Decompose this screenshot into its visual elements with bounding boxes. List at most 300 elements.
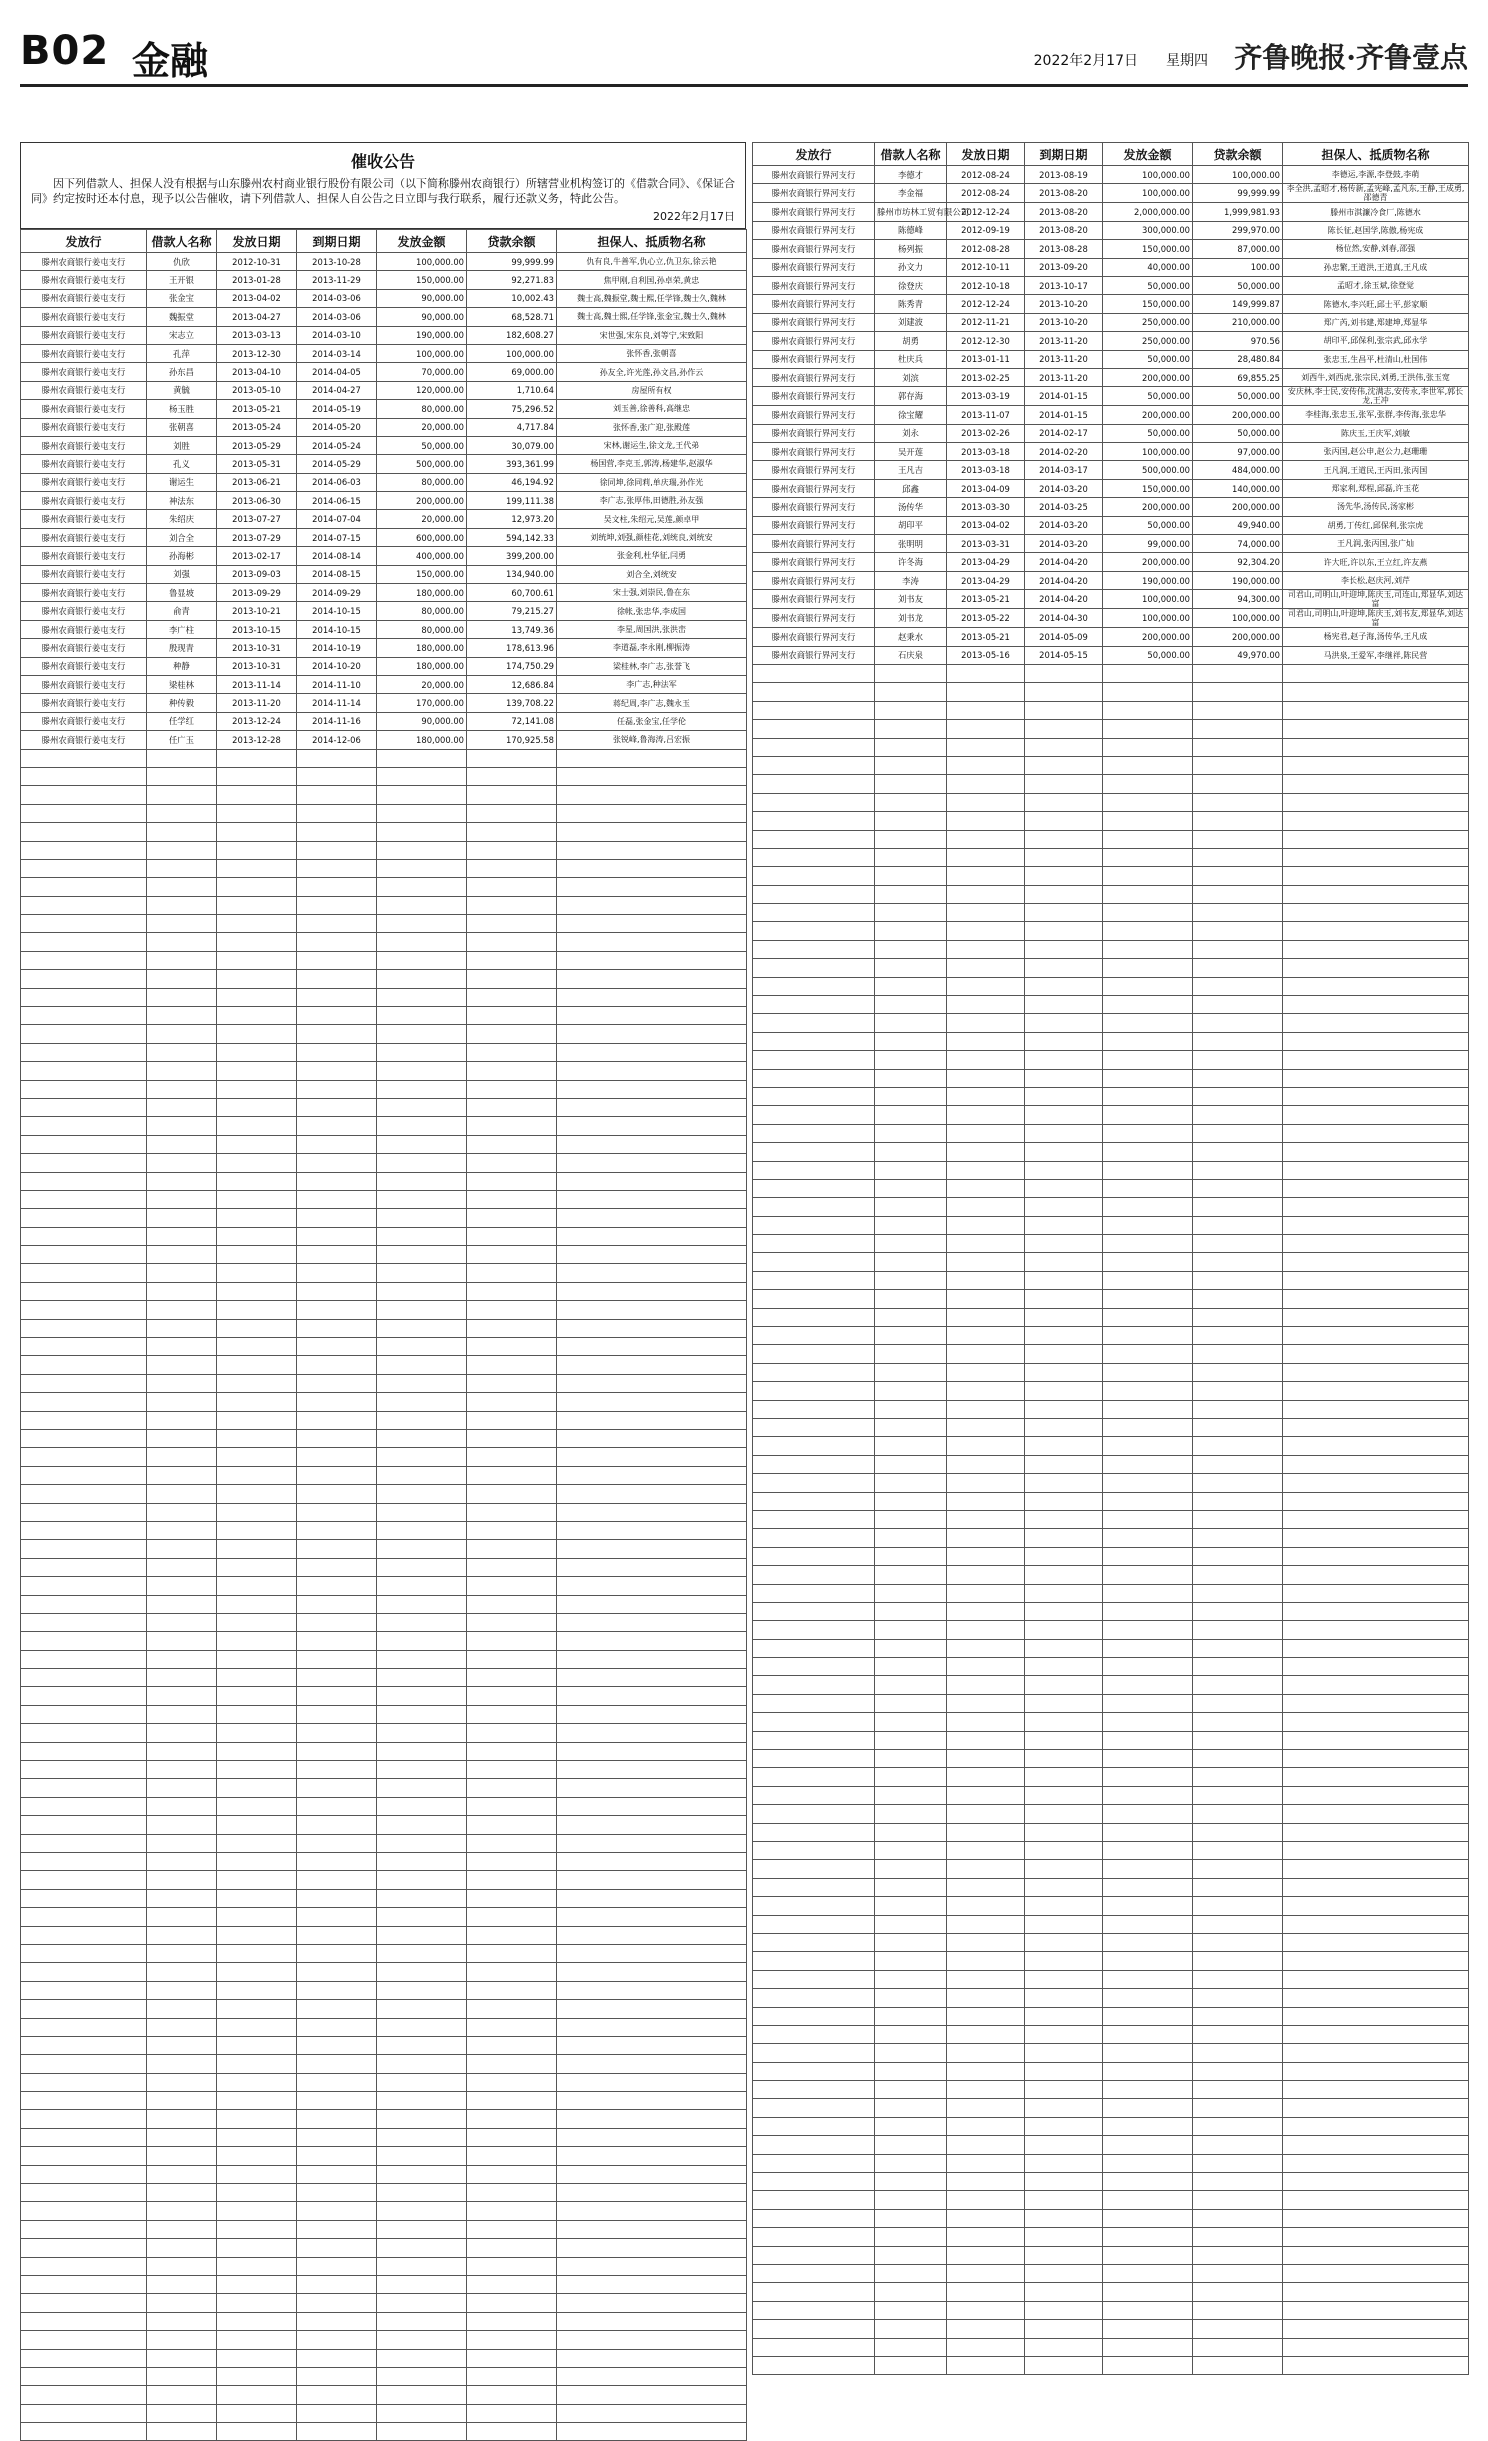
empty-cell [377,1172,467,1190]
empty-cell [467,1282,557,1300]
empty-cell [1103,1952,1193,1970]
empty-cell [217,1908,297,1926]
table-row-continued [753,1253,1469,1271]
cell-guarantors: 郑广芮,刘书建,郑建坤,郑显华 [1283,313,1469,331]
empty-cell [557,988,747,1006]
empty-cell [377,1393,467,1411]
empty-cell [467,823,557,841]
table-row-continued [21,1797,747,1815]
empty-cell [217,1172,297,1190]
empty-cell [1025,2320,1103,2338]
table-row-continued [753,885,1469,903]
empty-cell [1025,1492,1103,1510]
empty-cell [467,1246,557,1264]
empty-cell [557,1816,747,1834]
empty-cell [1193,1161,1283,1179]
table-row [21,473,747,491]
empty-cell [557,915,747,933]
table-row-continued [753,1437,1469,1455]
table-row-continued [753,959,1469,977]
empty-cell [557,786,747,804]
table-row-continued [21,970,747,988]
empty-cell [297,1724,377,1742]
empty-cell [1193,2044,1283,2062]
table-row-continued [21,915,747,933]
empty-cell [1025,1290,1103,1308]
cell-guarantors: 李长松,赵庆河,刘芹 [1283,571,1469,589]
col-issuer: 发放行 [21,230,147,253]
cell-balance: 100.00 [1193,258,1283,276]
empty-cell [1025,1768,1103,1786]
empty-cell [1103,867,1193,885]
empty-cell [1025,1345,1103,1363]
cell-balance: 68,528.71 [467,308,557,326]
cell-issuer: 滕州农商银行姜屯支行 [21,547,147,565]
cell-issue-date: 2012-08-24 [947,184,1025,203]
empty-cell [947,2283,1025,2301]
empty-cell [297,804,377,822]
empty-cell [377,2000,467,2018]
empty-cell [21,1503,147,1521]
cell-issue-date: 2013-12-30 [217,344,297,362]
empty-cell [947,701,1025,719]
empty-cell [1025,1694,1103,1712]
empty-cell [1025,2062,1103,2080]
empty-cell [21,951,147,969]
empty-cell [21,1871,147,1889]
empty-cell [377,767,467,785]
empty-cell [875,1400,947,1418]
empty-cell [1103,1290,1193,1308]
empty-cell [875,1345,947,1363]
empty-cell [1193,940,1283,958]
empty-cell [377,1301,467,1319]
empty-cell [557,1172,747,1190]
cell-borrower: 滕州市坊林工贸有限公司 [875,203,947,221]
empty-cell [1283,1621,1469,1639]
cell-balance: 200,000.00 [1193,406,1283,424]
empty-cell [147,2000,217,2018]
empty-cell [947,1143,1025,1161]
notice-title: 催收公告 [350,152,415,171]
empty-cell [377,1190,467,1208]
notice-date: 2022年2月17日 [653,210,735,223]
empty-cell [467,1430,557,1448]
empty-cell [557,1282,747,1300]
cell-due-date: 2014-05-09 [1025,628,1103,646]
empty-cell [21,2073,147,2091]
empty-cell [557,2331,747,2349]
empty-cell [1025,720,1103,738]
empty-cell [753,1547,875,1565]
empty-cell [467,1669,557,1687]
cell-balance: 174,750.29 [467,657,557,675]
table-row-continued [21,2312,747,2330]
empty-cell [1193,1897,1283,1915]
empty-cell [875,1419,947,1437]
empty-cell [1283,1768,1469,1786]
cell-balance: 190,000.00 [1193,571,1283,589]
cell-issuer: 滕州农商银行界河支行 [753,184,875,203]
cell-issuer: 滕州农商银行界河支行 [753,332,875,350]
cell-amount: 70,000.00 [377,363,467,381]
empty-cell [377,1246,467,1264]
empty-cell [21,2202,147,2220]
cell-issue-date: 2013-10-31 [217,657,297,675]
cell-balance: 139,708.22 [467,694,557,712]
empty-cell [947,1915,1025,1933]
empty-cell [947,793,1025,811]
empty-cell [1103,1989,1193,2007]
empty-cell [467,1908,557,1926]
empty-cell [377,1154,467,1172]
empty-cell [1193,1143,1283,1161]
table-row-continued [21,1540,747,1558]
table-row-continued [753,2007,1469,2025]
cell-issuer: 滕州农商银行界河支行 [753,479,875,497]
empty-cell [21,1117,147,1135]
empty-cell [1193,2136,1283,2154]
empty-cell [1103,2246,1193,2264]
empty-cell [1025,1253,1103,1271]
empty-cell [147,1172,217,1190]
section-title: 金融 [132,39,209,83]
cell-borrower: 杨玉胜 [147,400,217,418]
empty-cell [557,1779,747,1797]
table-row-continued [753,1915,1469,1933]
empty-cell [1103,1235,1193,1253]
empty-cell [557,1062,747,1080]
table-row [21,418,747,436]
empty-cell [1283,1952,1469,1970]
table-row [753,516,1469,534]
empty-cell [21,767,147,785]
cell-issue-date: 2013-04-02 [947,516,1025,534]
table-row-continued [753,1087,1469,1105]
table-row-continued [753,2173,1469,2191]
empty-cell [377,1209,467,1227]
table-row-continued [753,1694,1469,1712]
empty-cell [147,1485,217,1503]
empty-cell [875,1529,947,1547]
empty-cell [21,1448,147,1466]
table-row-continued [753,2209,1469,2227]
empty-cell [1103,1658,1193,1676]
table-row-continued [21,1356,747,1374]
empty-cell [21,1577,147,1595]
cell-guarantors: 安庆林,李士民,安传伟,沈满志,安传永,李世军,郭长龙,王冲 [1283,387,1469,406]
table-row [21,528,747,546]
empty-cell [147,1227,217,1245]
empty-cell [875,1786,947,1804]
loan-table-left [20,229,747,2441]
empty-cell [875,1124,947,1142]
empty-cell [21,1852,147,1870]
empty-cell [217,1209,297,1227]
empty-cell [1025,1658,1103,1676]
empty-cell [557,1852,747,1870]
cell-balance: 200,000.00 [1193,628,1283,646]
cell-borrower: 刘强 [147,565,217,583]
empty-cell [947,1198,1025,1216]
empty-cell [377,2202,467,2220]
empty-cell [467,1540,557,1558]
empty-cell [297,1613,377,1631]
empty-cell [217,1301,297,1319]
cell-borrower: 种静 [147,657,217,675]
newspaper-logo: 齐鲁晚报·齐鲁壹点 [1234,41,1468,74]
empty-cell [557,1613,747,1631]
empty-cell [557,1007,747,1025]
cell-due-date: 2013-10-28 [297,253,377,271]
empty-cell [875,1455,947,1473]
table-row [753,240,1469,258]
table-row-continued [753,1400,1469,1418]
empty-cell [21,2257,147,2275]
col-issue-date: 发放日期 [947,143,1025,166]
cell-borrower: 孙海彬 [147,547,217,565]
table-row-continued [753,1658,1469,1676]
cell-issue-date: 2013-05-10 [217,381,297,399]
empty-cell [377,1944,467,1962]
empty-cell [297,988,377,1006]
cell-amount: 200,000.00 [1103,553,1193,571]
empty-cell [1283,2136,1469,2154]
table-row [21,547,747,565]
empty-cell [557,2128,747,2146]
cell-guarantors: 孙忠繁,王道洪,王道真,王凡成 [1283,258,1469,276]
empty-cell [377,1025,467,1043]
cell-guarantors: 张金利,杜华征,闫勇 [557,547,747,565]
empty-cell [377,2312,467,2330]
empty-cell [557,933,747,951]
empty-cell [875,2338,947,2356]
cell-issuer: 滕州农商银行界河支行 [753,646,875,664]
empty-cell [557,1338,747,1356]
empty-cell [21,859,147,877]
table-row [21,271,747,289]
empty-cell [875,1933,947,1951]
empty-cell [147,1577,217,1595]
empty-cell [297,1117,377,1135]
cell-issuer: 滕州农商银行姜屯支行 [21,675,147,693]
cell-guarantors: 张怀香,张广迎,张殿莲 [557,418,747,436]
empty-cell [377,1963,467,1981]
cell-borrower: 石庆泉 [875,646,947,664]
empty-cell [217,1098,297,1116]
cell-guarantors: 许大旺,许以东,王立红,许友燕 [1283,553,1469,571]
empty-cell [147,1944,217,1962]
empty-cell [1103,1400,1193,1418]
empty-cell [217,1761,297,1779]
cell-issue-date: 2012-12-24 [947,295,1025,313]
empty-cell [1193,2264,1283,2282]
table-row-continued [753,1860,1469,1878]
cell-due-date: 2014-11-16 [297,712,377,730]
empty-cell [21,1043,147,1061]
empty-cell [947,867,1025,885]
empty-cell [753,2099,875,2117]
empty-cell [217,951,297,969]
cell-issuer: 滕州农商银行姜屯支行 [21,381,147,399]
empty-cell [467,1521,557,1539]
empty-cell [557,1356,747,1374]
empty-cell [1025,2356,1103,2374]
empty-cell [147,1025,217,1043]
cell-guarantors: 张锐峰,鲁海涛,吕宏振 [557,731,747,749]
empty-cell [947,1768,1025,1786]
empty-cell [297,2275,377,2293]
empty-cell [377,1871,467,1889]
cell-issuer: 滕州农商银行界河支行 [753,443,875,461]
empty-cell [753,738,875,756]
empty-cell [1025,922,1103,940]
empty-cell [875,1713,947,1731]
empty-cell [753,1878,875,1896]
cell-due-date: 2013-08-19 [1025,166,1103,184]
empty-cell [875,1989,947,2007]
table-row [753,443,1469,461]
empty-cell [1103,1455,1193,1473]
empty-cell [467,2092,557,2110]
empty-cell [467,1650,557,1668]
empty-cell [947,940,1025,958]
cell-issuer: 滕州农商银行界河支行 [753,590,875,609]
empty-cell [1103,1179,1193,1197]
empty-cell [557,767,747,785]
empty-cell [21,1669,147,1687]
empty-cell [875,775,947,793]
table-row-continued [21,878,747,896]
empty-cell [1103,1363,1193,1381]
empty-cell [1103,2209,1193,2227]
empty-cell [1193,2209,1283,2227]
cell-issue-date: 2012-10-18 [947,276,1025,294]
empty-cell [297,915,377,933]
empty-cell [557,1908,747,1926]
empty-cell [217,1632,297,1650]
table-row-continued [753,1069,1469,1087]
empty-cell [947,812,1025,830]
empty-cell [947,2338,1025,2356]
empty-cell [297,1963,377,1981]
empty-cell [147,1871,217,1889]
empty-cell [217,2000,297,2018]
empty-cell [1283,2081,1469,2099]
empty-cell [1025,1621,1103,1639]
empty-cell [377,804,467,822]
empty-cell [1283,1382,1469,1400]
empty-cell [947,1547,1025,1565]
empty-cell [147,1282,217,1300]
empty-cell [147,951,217,969]
empty-cell [467,749,557,767]
empty-cell [217,804,297,822]
empty-cell [557,2110,747,2128]
empty-cell [875,2025,947,2043]
empty-cell [1103,1860,1193,1878]
empty-cell [21,988,147,1006]
empty-cell [297,2000,377,2018]
empty-cell [217,1577,297,1595]
empty-cell [875,1952,947,1970]
table-row-continued [21,1190,747,1208]
empty-cell [557,1981,747,1999]
cell-guarantors: 焦甲刚,自利国,孙卓荣,黄忠 [557,271,747,289]
empty-cell [753,959,875,977]
cell-borrower: 鲁显坡 [147,584,217,602]
cell-amount: 80,000.00 [377,400,467,418]
empty-cell [947,2154,1025,2172]
empty-cell [377,823,467,841]
empty-cell [467,1797,557,1815]
table-row-continued [753,1308,1469,1326]
table-row-continued [21,2184,747,2202]
empty-cell [147,1007,217,1025]
empty-cell [1103,701,1193,719]
empty-cell [217,1595,297,1613]
empty-cell [377,1319,467,1337]
cell-issue-date: 2013-04-09 [947,479,1025,497]
empty-cell [467,786,557,804]
empty-cell [377,1926,467,1944]
empty-cell [467,1613,557,1631]
empty-cell [377,1098,467,1116]
empty-cell [147,1098,217,1116]
empty-cell [21,2184,147,2202]
empty-cell [1103,830,1193,848]
cell-due-date: 2014-05-20 [297,418,377,436]
cell-due-date: 2014-07-15 [297,528,377,546]
empty-cell [1283,1639,1469,1657]
empty-cell [1283,1014,1469,1032]
empty-cell [1103,1327,1193,1345]
cell-issue-date: 2013-05-21 [947,628,1025,646]
cell-due-date: 2014-10-20 [297,657,377,675]
empty-cell [377,1797,467,1815]
empty-cell [753,756,875,774]
empty-cell [753,940,875,958]
table-row-continued [21,1485,747,1503]
cell-issue-date: 2013-05-16 [947,646,1025,664]
empty-cell [947,1989,1025,2007]
table-row-continued [753,1143,1469,1161]
empty-cell [947,1933,1025,1951]
empty-cell [1283,2338,1469,2356]
empty-cell [1025,1235,1103,1253]
empty-cell [1103,977,1193,995]
empty-cell [217,1246,297,1264]
cell-borrower: 梁桂林 [147,675,217,693]
empty-cell [1193,1400,1283,1418]
empty-cell [947,1124,1025,1142]
cell-due-date: 2013-08-20 [1025,184,1103,203]
cell-due-date: 2014-05-29 [297,455,377,473]
empty-cell [1283,1087,1469,1105]
empty-cell [1025,1547,1103,1565]
cell-issuer: 滕州农商银行界河支行 [753,258,875,276]
empty-cell [377,2184,467,2202]
empty-cell [1025,1510,1103,1528]
cell-balance: 178,613.96 [467,639,557,657]
empty-cell [1103,1639,1193,1657]
table-row-continued [753,1492,1469,1510]
empty-cell [467,2036,557,2054]
table-row-continued [21,1742,747,1760]
empty-cell [1025,2099,1103,2117]
right-column [752,142,1468,2375]
empty-cell [21,1650,147,1668]
